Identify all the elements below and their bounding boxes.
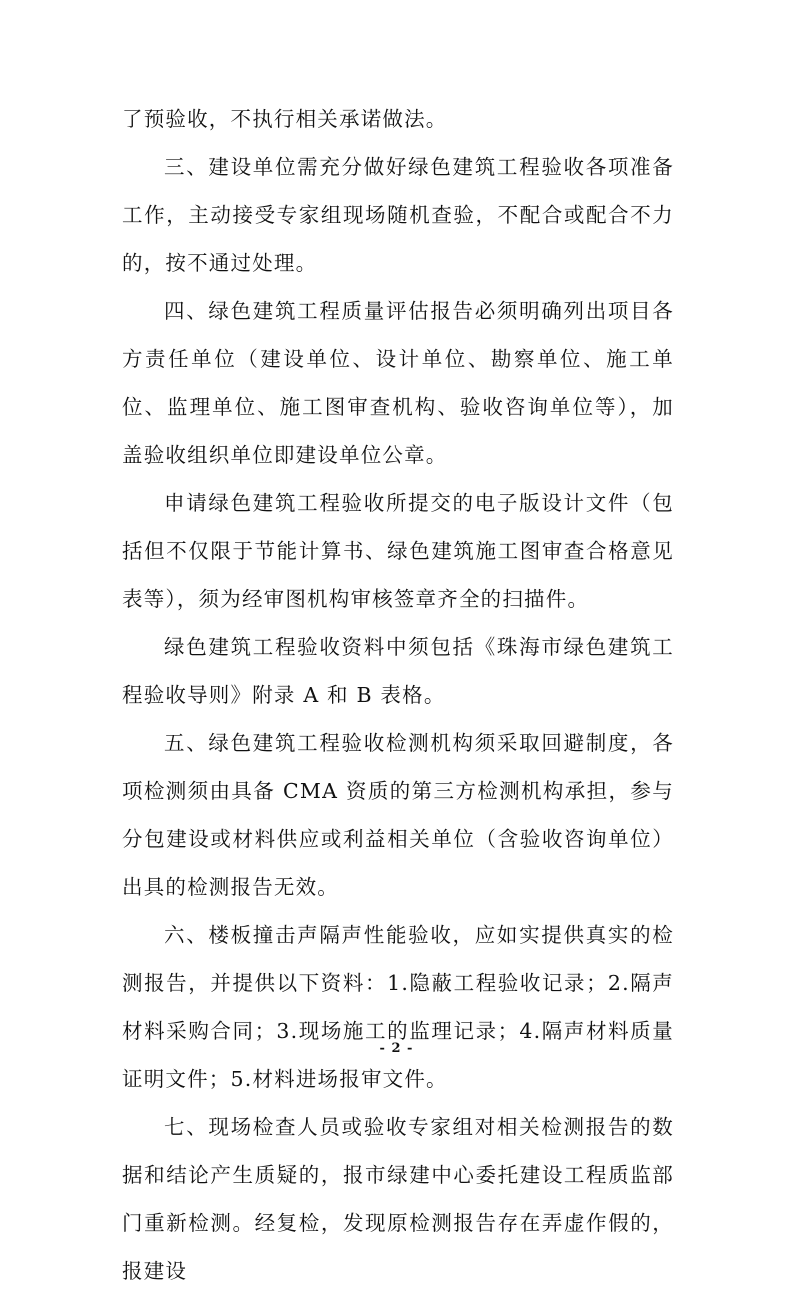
paragraph-acceptance-materials: 绿色建筑工程验收资料中须包括《珠海市绿色建筑工程验收导则》附录 A 和 B 表格。 bbox=[122, 635, 674, 707]
paragraph-electronic-files: 申请绿色建筑工程验收所提交的电子版设计文件（包括但不仅限于节能计算书、绿色建筑施工图审查合格意见表等），须为经审图机构审核签章齐全的扫描件。 bbox=[122, 491, 674, 611]
paragraph-item-4: 四、绿色建筑工程质量评估报告必须明确列出项目各方责任单位（建设单位、设计单位、勘察单位、施工单位、监理单位、施工图审查机构、验收咨询单位等），加盖验收组织单位即建设单位公章。 bbox=[122, 299, 674, 467]
page-number: - 2 - bbox=[379, 1041, 414, 1056]
paragraph-item-5: 五、绿色建筑工程验收检测机构须采取回避制度，各项检测须由具备 CMA 资质的第三方检测机构承担，参与分包建设或材料供应或利益相关单位（含验收咨询单位）出具的检测报告无效。 bbox=[122, 731, 674, 899]
paragraph-item-7: 七、现场检查人员或验收专家组对相关检测报告的数据和结论产生质疑的，报市绿建中心委托建设工程质监部门重新检测。经复检，发现原检测报告存在弄虚作假的，报建设 bbox=[122, 1115, 674, 1283]
paragraph-item-3: 三、建设单位需充分做好绿色建筑工程验收各项准备工作，主动接受专家组现场随机查验，不配合或配合不力的，按不通过处理。 bbox=[122, 155, 674, 275]
document-body bbox=[122, 95, 674, 1295]
paragraph-item-6: 六、楼板撞击声隔声性能验收，应如实提供真实的检测报告，并提供以下资料：1.隐蔽工程验收记录；2.隔声材料采购合同；3.现场施工的监理记录；4.隔声材料质量证明文件；5.材料进场报审文件。 bbox=[122, 923, 674, 1091]
paragraph-continuation: 了预验收，不执行相关承诺做法。 bbox=[122, 107, 448, 131]
